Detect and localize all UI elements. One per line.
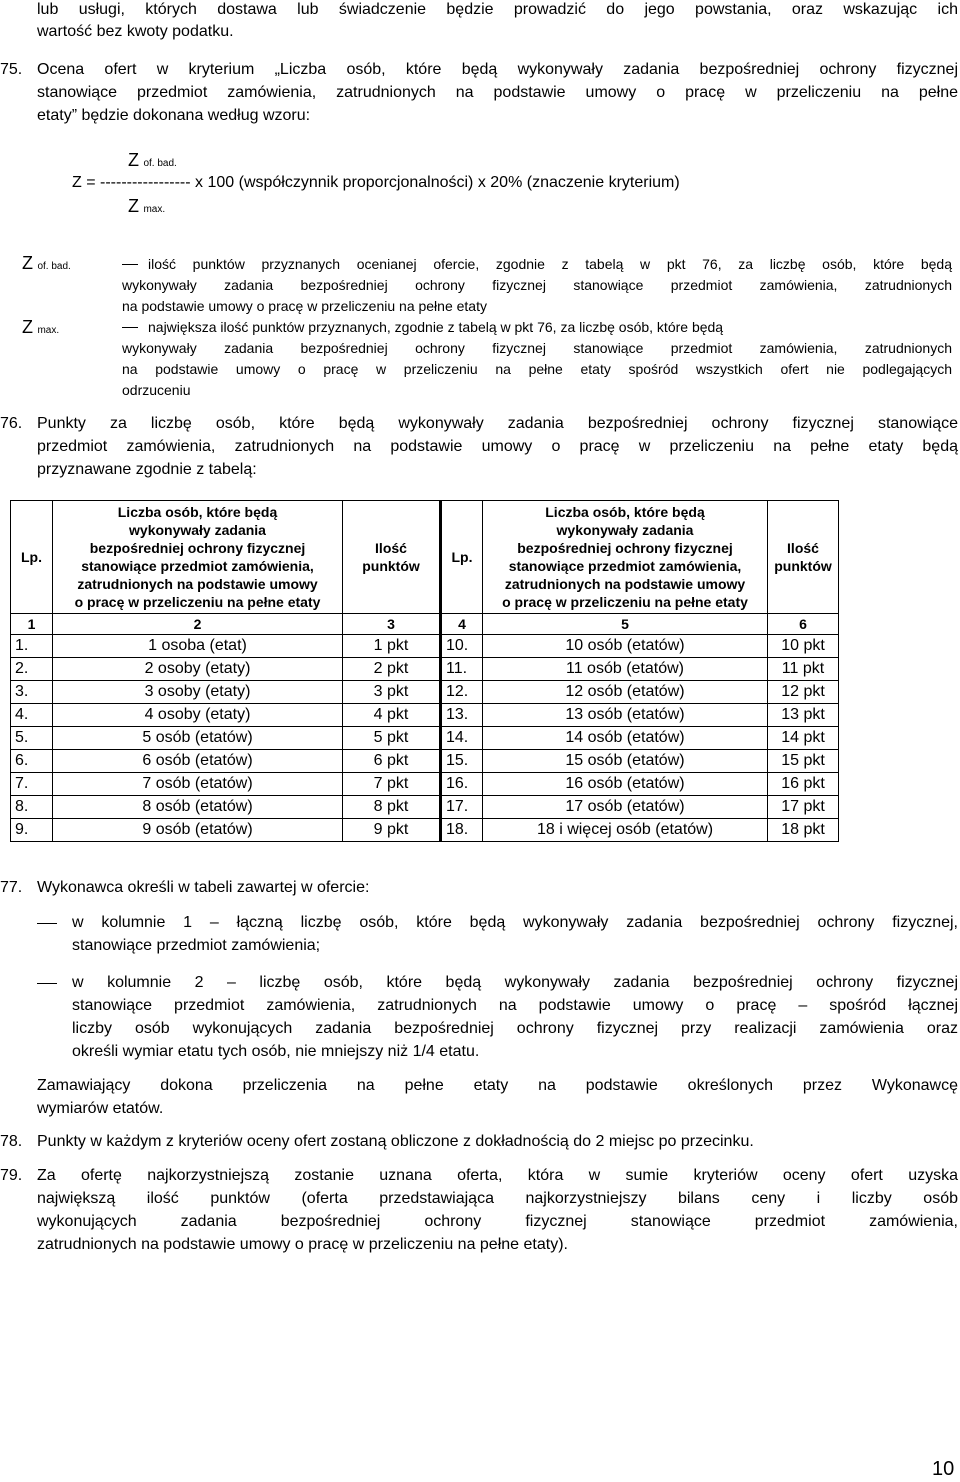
row-desc-left: 4 osoby (etaty) (53, 704, 343, 727)
row-points-right: 15 pkt (768, 750, 839, 773)
row-desc-right: 16 osób (etatów) (483, 773, 768, 796)
paragraph-78-line-1: Punkty w każdym z kryteriów oceny ofert zostaną obliczone z dokładnością do 2 miejsc po przecinku. (37, 1133, 754, 1150)
col-num-6: 6 (768, 614, 839, 635)
row-desc-right: 17 osób (etatów) (483, 796, 768, 819)
row-lp-right: 16. (441, 773, 483, 796)
table-row (11, 635, 839, 658)
paragraph-76-line-3: przyznawane zgodnie z tabelą: (37, 461, 257, 478)
row-points-left: 9 pkt (343, 819, 441, 842)
header-points-1 (343, 501, 441, 614)
header-desc-2-text-1: Liczba osób, które będą (545, 504, 705, 520)
row-points-right: 12 pkt (768, 681, 839, 704)
col-num-5: 5 (483, 614, 768, 635)
row-points-left: 2 pkt (343, 658, 441, 681)
paragraph-79-number: 79. (0, 1167, 23, 1184)
row-points-left: 8 pkt (343, 796, 441, 819)
paragraph-77-line-1: Wykonawca określi w tabeli zawartej w ofercie: (37, 879, 370, 896)
row-lp-left: 6. (11, 750, 53, 773)
row-points-right: 11 pkt (768, 658, 839, 681)
header-desc-1-text-4: stanowiące przedmiot zamówienia, (81, 558, 314, 574)
bullet-2-line-3: liczby osób wykonujących zadania bezpośredniej ochrony fizycznej przy realizacji zamówienia oraz (72, 1020, 958, 1037)
table-row (11, 796, 839, 819)
row-desc-left: 7 osób (etatów) (53, 773, 343, 796)
table-column-numbers-row (11, 614, 839, 635)
header-desc-1-text-2: wykonywały zadania (129, 522, 266, 538)
paragraph-77-number: 77. (0, 879, 23, 896)
header-lp-1: Lp. (11, 501, 53, 614)
row-points-left: 3 pkt (343, 681, 441, 704)
formula-numerator (128, 150, 177, 174)
row-points-left: 4 pkt (343, 704, 441, 727)
header-desc-2-text-4: stanowiące przedmiot zamówienia, (508, 558, 742, 574)
row-lp-left: 3. (11, 681, 53, 704)
paragraph-75-line-1: Ocena ofert w kryterium „Liczba osób, które będą wykonywały zadania bezpośredniej ochrony fizycznej (37, 61, 958, 78)
row-lp-left: 8. (11, 796, 53, 819)
table-row (11, 750, 839, 773)
bullet-dash-1 (37, 923, 57, 924)
note-line-1: Zamawiający dokona przeliczenia na pełne etaty na podstawie określonych przez Wykonawcę (37, 1077, 958, 1094)
row-lp-left: 4. (11, 704, 53, 727)
header-desc-2-text-6: o pracę w przeliczeniu na pełne etaty (502, 594, 748, 610)
header-desc-2-text-3: bezpośredniej ochrony fizycznej (517, 540, 733, 556)
row-lp-left: 2. (11, 658, 53, 681)
row-desc-left: 2 osoby (etaty) (53, 658, 343, 681)
row-points-left: 6 pkt (343, 750, 441, 773)
row-desc-right: 11 osób (etatów) (483, 658, 768, 681)
header-desc-1-text-5: zatrudnionych na podstawie umowy (77, 576, 318, 592)
row-desc-left: 8 osób (etatów) (53, 796, 343, 819)
row-points-right: 13 pkt (768, 704, 839, 727)
paragraph-76-line-2: przedmiot zamówienia, zatrudnionych na podstawie umowy o pracę w przeliczeniu na pełne etaty będą (37, 438, 958, 455)
row-points-right: 10 pkt (768, 635, 839, 658)
formula-z-2: Z (128, 196, 139, 216)
row-points-right: 16 pkt (768, 773, 839, 796)
legend-dash-1 (122, 264, 138, 265)
row-desc-right: 12 osób (etatów) (483, 681, 768, 704)
header-lp-2: Lp. (441, 501, 483, 614)
row-desc-right: 13 osób (etatów) (483, 704, 768, 727)
row-desc-left: 5 osób (etatów) (53, 727, 343, 750)
legend-sub-1: of. bad. (37, 261, 71, 272)
table-row (11, 819, 839, 842)
row-points-right: 17 pkt (768, 796, 839, 819)
formula-sub-bad: of. bad. (143, 158, 177, 169)
legend-z-2: Z (22, 317, 33, 337)
legend-desc-2-line-1: największa ilość punktów przyznanych, zgodnie z tabelą w pkt 76, za liczbę osób, które będą (148, 319, 724, 335)
legend-z-1: Z (22, 253, 33, 273)
header-desc-1-text-6: o pracę w przeliczeniu na pełne etaty (74, 594, 321, 610)
bullet-2-line-1: w kolumnie 2 – liczbę osób, które będą wykonywały zadania bezpośredniej ochrony fizycznej (72, 974, 958, 991)
formula-sub-max: max. (143, 204, 166, 215)
header-points-1-text-2: punktów (362, 558, 420, 574)
paragraph-75-line-2: stanowiące przedmiot zamówienia, zatrudnionych na podstawie umowy o pracę w przeliczeniu na pełne (37, 84, 958, 101)
formula-denominator (128, 196, 165, 220)
paragraph-79-line-1: Za ofertę najkorzystniejszą zostanie uznana oferta, która w sumie kryteriów oceny ofert uzyska (37, 1167, 958, 1184)
header-points-1-text-1: Ilość (375, 540, 407, 556)
paragraph-76-line-1: Punkty za liczbę osób, które będą wykonywały zadania bezpośredniej ochrony fizycznej stanowiące (37, 415, 958, 432)
legend-desc-2-line-3: na podstawie umowy o pracę w przeliczeniu na pełne etaty spośród wszystkich ofert nie podlegających (122, 361, 952, 377)
row-desc-right: 14 osób (etatów) (483, 727, 768, 750)
header-desc-1 (53, 501, 343, 614)
note-line-2: wymiarów etatów. (37, 1100, 164, 1117)
row-desc-right: 15 osób (etatów) (483, 750, 768, 773)
intro-line-2: wartość bez kwoty podatku. (37, 23, 234, 40)
row-lp-right: 13. (441, 704, 483, 727)
table-row (11, 681, 839, 704)
row-lp-left: 9. (11, 819, 53, 842)
bullet-2-line-4: określi wymiar etatu tych osób, nie mniejszy niż 1/4 etatu. (72, 1043, 480, 1060)
row-lp-right: 17. (441, 796, 483, 819)
header-desc-2-text-5: zatrudnionych na podstawie umowy (504, 576, 746, 592)
legend-desc-1-line-3: na podstawie umowy o pracę w przeliczeniu na pełne etaty (122, 298, 487, 314)
page-number: 10 (932, 1458, 955, 1480)
header-points-2 (768, 501, 839, 614)
legend-term-2 (22, 317, 59, 341)
table-row (11, 727, 839, 750)
bullet-2-line-2: stanowiące przedmiot zamówienia, zatrudnionych na podstawie umowy o pracę – spośród łącznej (72, 997, 958, 1014)
paragraph-79-line-4: zatrudnionych na podstawie umowy o pracę w przeliczeniu na pełne etaty). (37, 1236, 568, 1253)
row-desc-left: 3 osoby (etaty) (53, 681, 343, 704)
table-row (11, 658, 839, 681)
row-lp-right: 15. (441, 750, 483, 773)
row-points-left: 7 pkt (343, 773, 441, 796)
row-points-left: 1 pkt (343, 635, 441, 658)
row-lp-left: 1. (11, 635, 53, 658)
legend-desc-1-line-1: ilość punktów przyznanych ocenianej ofercie, zgodnie z tabelą w pkt 76, za liczbę osób, które będą (148, 256, 952, 272)
paragraph-79-line-2: największą ilość punktów (oferta przedstawiająca najkorzystniejszy bilans ceny i liczby osób (37, 1190, 958, 1207)
row-lp-right: 12. (441, 681, 483, 704)
table-row (11, 704, 839, 727)
bullet-1-line-2: stanowiące przedmiot zamówienia; (72, 937, 321, 954)
table-header-row (11, 501, 839, 614)
row-desc-left: 1 osoba (etat) (53, 635, 343, 658)
row-lp-right: 10. (441, 635, 483, 658)
points-table (10, 500, 839, 842)
col-num-1: 1 (11, 614, 53, 635)
table-row (11, 773, 839, 796)
row-lp-right: 14. (441, 727, 483, 750)
row-desc-left: 6 osób (etatów) (53, 750, 343, 773)
formula-z-1: Z (128, 150, 139, 170)
paragraph-75-line-3: etaty” będzie dokonana według wzoru: (37, 107, 311, 124)
paragraph-78-number: 78. (0, 1133, 23, 1150)
legend-desc-2-line-4: odrzuceniu (122, 382, 191, 398)
col-num-4: 4 (441, 614, 483, 635)
header-points-2-text-1: Ilość (787, 540, 819, 556)
row-desc-right: 18 i więcej osób (etatów) (483, 819, 768, 842)
paragraph-79-line-3: wykonujących zadania bezpośredniej ochrony fizycznej stanowiące przedmiot zamówienia, (37, 1213, 958, 1230)
header-desc-1-text-3: bezpośredniej ochrony fizycznej (89, 540, 306, 556)
row-lp-left: 5. (11, 727, 53, 750)
col-num-3: 3 (343, 614, 441, 635)
header-points-2-text-2: punktów (774, 558, 832, 574)
row-desc-right: 10 osób (etatów) (483, 635, 768, 658)
row-desc-left: 9 osób (etatów) (53, 819, 343, 842)
bullet-dash-2 (37, 983, 57, 984)
row-lp-right: 11. (441, 658, 483, 681)
legend-dash-2 (122, 327, 138, 328)
legend-sub-2: max. (37, 325, 60, 336)
row-lp-right: 18. (441, 819, 483, 842)
row-points-left: 5 pkt (343, 727, 441, 750)
paragraph-76-number: 76. (0, 415, 23, 432)
legend-desc-1-line-2: wykonywały zadania bezpośredniej ochrony fizycznej stanowiące przedmiot zamówienia, zatrudnionych (122, 277, 952, 293)
row-points-right: 14 pkt (768, 727, 839, 750)
col-num-2: 2 (53, 614, 343, 635)
bullet-1-line-1: w kolumnie 1 – łączną liczbę osób, które będą wykonywały zadania bezpośredniej ochrony fizycznej, (72, 914, 958, 931)
legend-desc-2-line-2: wykonywały zadania bezpośredniej ochrony fizycznej stanowiące przedmiot zamówienia, zatrudnionych (122, 340, 952, 356)
header-desc-2 (483, 501, 768, 614)
formula-main: Z = ----------------- x 100 (współczynnik proporcjonalności) x 20% (znaczenie kryterium) (72, 174, 680, 191)
row-lp-left: 7. (11, 773, 53, 796)
legend-term-1 (22, 253, 71, 277)
row-points-right: 18 pkt (768, 819, 839, 842)
intro-line-1: lub usługi, których dostawa lub świadczenie będzie prowadzić do jego powstania, oraz wskazując ich (37, 1, 958, 18)
header-desc-1-text-1: Liczba osób, które będą (117, 504, 278, 520)
header-desc-2-text-2: wykonywały zadania (556, 522, 694, 538)
paragraph-75-number: 75. (0, 61, 23, 78)
table-body (11, 635, 839, 842)
